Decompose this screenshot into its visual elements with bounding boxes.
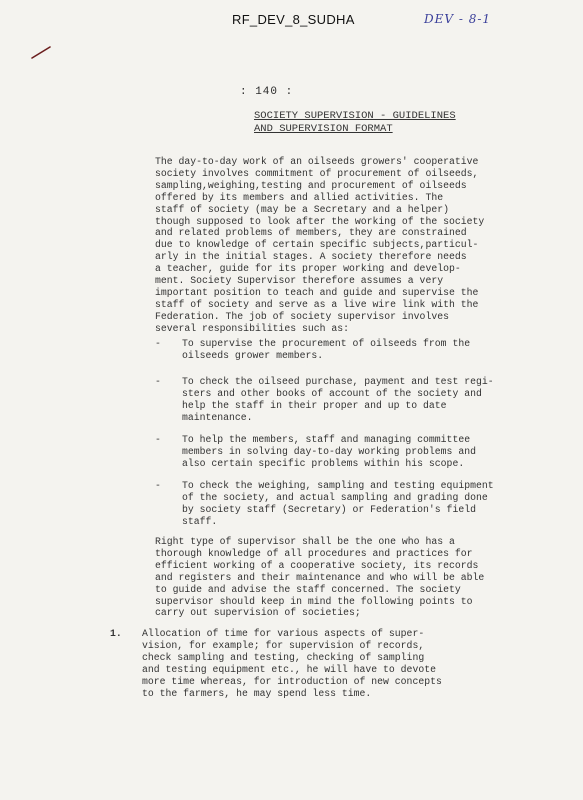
text-line: To supervise the procurement of oilseeds from the [182, 338, 471, 349]
text-line: to guide and advise the staff concerned. The society [155, 583, 461, 595]
bullet-text [182, 434, 476, 470]
text-line: offered by its members and allied activities. The [155, 191, 444, 203]
bullet-dash: - [155, 376, 161, 387]
text-line: also certain specific problems within his scope. [182, 457, 465, 469]
text-line: of the society, and actual sampling and grading done [182, 491, 488, 503]
text-line: more time whereas, for introduction of new concepts [142, 675, 442, 687]
text-line: check sampling and testing, checking of sampling [142, 651, 425, 663]
text-line: To check the oilseed purchase, payment and test regi- [182, 376, 494, 387]
text-line: though supposed to look after the working of the society [155, 215, 485, 227]
bullet-dash: - [155, 434, 161, 445]
text-line: To check the weighing, sampling and testing equipment [182, 480, 494, 491]
text-line: Right type of supervisor shall be the one who has a [155, 536, 455, 547]
text-line: efficient working of a cooperative society, its records [155, 559, 479, 571]
document-id: RF_DEV_8_SUDHA [232, 12, 355, 27]
text-line: a teacher, guide for its proper working and develop- [155, 263, 461, 275]
text-line: staff. [182, 515, 218, 527]
text-line: oilseeds grower members. [182, 349, 324, 361]
text-line: arly in the initial stages. A society therefore needs [155, 251, 467, 263]
text-line: to the farmers, he may spend less time. [142, 687, 372, 699]
text-line: help the staff in their proper and up to date [182, 399, 447, 411]
body-paragraph [155, 536, 565, 619]
document-title [254, 110, 554, 136]
text-line: ment. Society Supervisor therefore assumes a very [155, 275, 444, 287]
text-line: supervisor should keep in mind the following points to [155, 595, 473, 607]
bullet-dash: - [155, 480, 161, 491]
intro-paragraph [155, 156, 565, 335]
text-line: staff of society (may be a Secretary and a helper) [155, 203, 449, 215]
bullet-text [182, 338, 470, 362]
text-line: important position to teach and guide and supervise the [155, 286, 479, 298]
text-line: and registers and their maintenance and who will be able [155, 571, 485, 583]
text-line: members in solving day-to-day working problems and [182, 445, 476, 457]
handwritten-note: DEV - 8-1 [424, 12, 492, 26]
title-line: SOCIETY SUPERVISION - GUIDELINES [254, 110, 456, 122]
text-line: and related problems of members, they are constrained [155, 227, 467, 239]
title-line: AND SUPERVISION FORMAT [254, 123, 393, 135]
text-line: society involves commitment of procurement of oilseeds, [155, 167, 479, 179]
bullet-dash: - [155, 338, 161, 349]
text-line: maintenance. [182, 411, 253, 423]
item-text [142, 628, 442, 699]
text-line: and testing equipment etc., he will have to devote [142, 663, 436, 675]
text-line: carry out supervision of societies; [155, 607, 361, 619]
text-line: sters and other books of account of the society and [182, 387, 482, 399]
bullet-text [182, 480, 494, 528]
text-line: several responsibilities such as: [155, 322, 350, 334]
item-number: 1. [110, 628, 122, 639]
text-line: To help the members, staff and managing committee [182, 434, 471, 445]
text-line: staff of society and serve as a live wire link with the [155, 298, 479, 310]
text-line: sampling,weighing,testing and procurement of oilseeds [155, 179, 467, 191]
text-line: thorough knowledge of all procedures and practices for [155, 547, 473, 559]
text-line: Allocation of time for various aspects of super- [142, 628, 425, 639]
text-line: Federation. The job of society supervisor involves [155, 310, 449, 322]
pen-mark-icon [30, 44, 54, 60]
text-line: The day-to-day work of an oilseeds growers' cooperative [155, 156, 479, 167]
bullet-text [182, 376, 494, 424]
page-number: : 140 : [240, 86, 294, 98]
text-line: due to knowledge of certain specific subjects,particul- [155, 239, 479, 251]
text-line: by society staff (Secretary) or Federation's field [182, 503, 476, 515]
text-line: vision, for example; for supervision of records, [142, 639, 425, 651]
